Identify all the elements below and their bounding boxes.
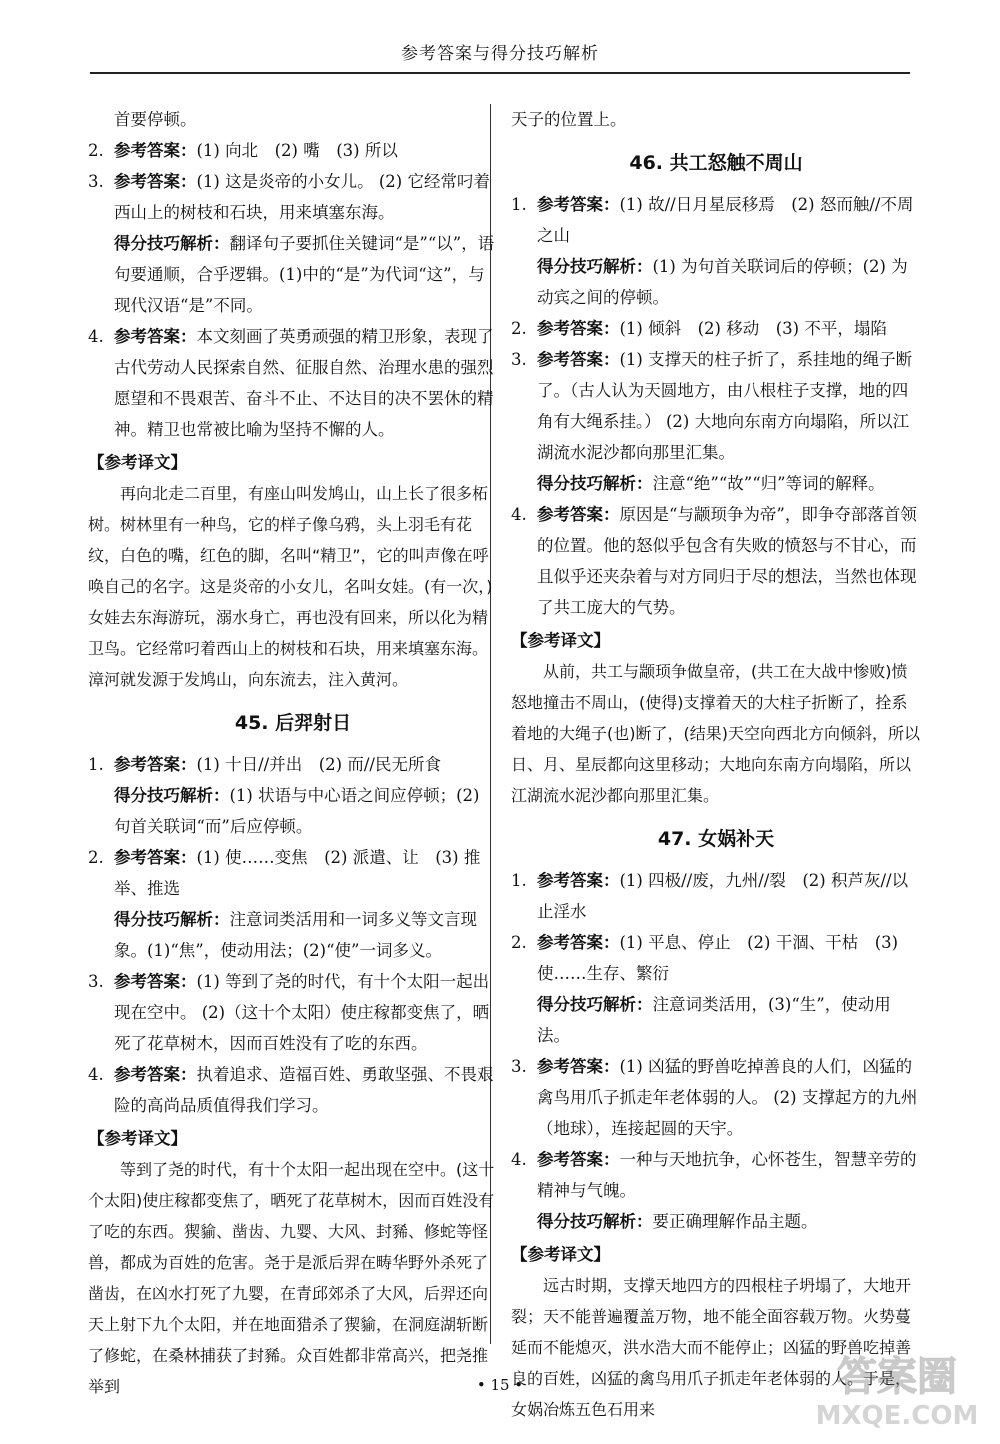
answer-label: 参考答案：: [114, 172, 197, 191]
tip-label: 得分技巧解析：: [114, 234, 230, 253]
item-number: 2.: [511, 319, 527, 338]
answer-text: 原因是“与颛顼争为帝”，即争夺部落首领的位置。他的怒似乎包含有失败的愤怒与不甘心，而且似乎还夹杂着与对方同归于尽的想法，当然也体现了共工庞大的气势。: [537, 505, 917, 617]
item-number: 1.: [511, 195, 527, 214]
translation-text: 远古时期，支撑天地四方的四根柱子坍塌了，大地开裂；天不能普遍覆盖万物，地不能全面容载万物。火势蔓延而不能熄灭，洪水浩大而不能停止；凶猛的野兽吃掉善良的百姓，凶猛的禽鸟用爪子抓走年老体弱的人。于是，女娲冶炼五色石用来: [511, 1276, 912, 1419]
translation-heading: 【参考译文】: [88, 1129, 187, 1148]
answer-text: (1) 故//日月星辰移焉 (2) 怒而触//不周之山: [537, 195, 914, 245]
answer-text: (1) 十日//并出 (2) 而//民无所食: [196, 755, 441, 774]
item-number: 4.: [88, 1065, 104, 1084]
tip-label: 得分技巧解析：: [114, 786, 230, 805]
answer-item: [511, 1051, 921, 1144]
page-header: 参考答案与得分技巧解析: [90, 36, 910, 74]
answer-item: [88, 842, 498, 904]
answer-label: 参考答案：: [114, 972, 197, 991]
tip-label: 得分技巧解析：: [114, 910, 230, 929]
answer-item: [88, 166, 498, 228]
tip-text: (1) 状语与中心语之间应停顿；(2) 句首关联词“而”后应停顿。: [114, 786, 480, 836]
item-number: 3.: [511, 1057, 527, 1076]
answer-item: [511, 344, 921, 468]
continued-line: 首要停顿。: [114, 110, 197, 129]
answer-text: (1) 凶猛的野兽吃掉善良的人们，凶猛的禽鸟用爪子抓走年老体弱的人。 (2) 支撑起方的九州（地球），连接起圆的天宇。: [537, 1057, 918, 1138]
answer-label: 参考答案：: [114, 141, 197, 160]
tip: [511, 468, 921, 499]
item-number: 1.: [511, 871, 527, 890]
section-title: 45. 后羿射日: [234, 712, 352, 734]
answer-item: [88, 749, 498, 780]
answer-text: (1) 向北 (2) 嘴 (3) 所以: [196, 141, 398, 160]
answer-text: (1) 四极//废，九州//裂 (2) 积芦灰//以止淫水: [537, 871, 909, 921]
tip: [88, 904, 498, 966]
item-number: 3.: [88, 972, 104, 991]
answer-item: [88, 135, 498, 166]
answer-item: [88, 966, 498, 1059]
tip: [88, 780, 498, 842]
translation-heading: 【参考译文】: [88, 453, 187, 472]
section-title: 46. 共工怒触不周山: [629, 152, 803, 174]
answer-item: [88, 1059, 498, 1121]
translation-text: 从前，共工与颛顼争做皇帝，(共工在大战中惨败)愤怒地撞击不周山，(使得)支撑着天的大柱子折断了，拴系着地的大绳子(也)断了，(结果)天空向西北方向倾斜，所以日、月、星辰都向这里移动；大地向东南方向塌陷，所以江湖流水泥沙都向那里汇集。: [511, 662, 920, 805]
answer-text: 本文刻画了英勇顽强的精卫形象，表现了古代劳动人民探索自然、征服自然、治理水患的强烈愿望和不畏艰苦、奋斗不止、不达目的决不罢休的精神。精卫也常被比喻为坚持不懈的人。: [114, 327, 494, 439]
tip-label: 得分技巧解析：: [537, 995, 653, 1014]
item-number: 3.: [511, 350, 527, 369]
tip: [511, 251, 921, 313]
answer-item: [511, 189, 921, 251]
answer-text: 一种与天地抗争，心怀苍生，智慧辛劳的精神与气魄。: [537, 1150, 917, 1200]
translation-heading: 【参考译文】: [511, 1245, 610, 1264]
answer-text: (1) 使……变焦 (2) 派遣、让 (3) 推举、推选: [114, 848, 481, 898]
answer-label: 参考答案：: [114, 1065, 197, 1084]
answer-text: (1) 平息、停止 (2) 干涸、干枯 (3) 使……生存、繁衍: [537, 933, 899, 983]
watermark-logo: [812, 1342, 982, 1432]
answer-text: (1) 这是炎帝的小女儿。 (2) 它经常叼着西山上的树枝和石块，用来填塞东海。: [114, 172, 490, 222]
answer-text: (1) 等到了尧的时代，有十个太阳一起出现在空中。 (2)（这十个太阳）使庄稼都变焦了，晒死了花草树木，因而百姓没有了吃的东西。: [114, 972, 490, 1053]
answer-label: 参考答案：: [537, 1057, 620, 1076]
translation-text: 等到了尧的时代，有十个太阳一起出现在空中。(这十个太阳)使庄稼都变焦了，晒死了花草树木，因而百姓没有了吃的东西。猰貐、凿齿、九婴、大风、封豨、修蛇等怪兽，都成为百姓的危害。尧于是派后羿在畴华野外杀死了凿齿，在凶水打死了九婴，在青邱郊杀了大风，后羿还向天上射下九个太阳，并在地面猎杀了猰貐，在洞庭湖斩断了修蛇，在桑林捕获了封豨。众百姓都非常高兴，把尧推举到: [88, 1160, 495, 1396]
tip-label: 得分技巧解析：: [537, 257, 653, 276]
item-number: 2.: [88, 848, 104, 867]
translation-text: 再向北走二百里，有座山叫发鸠山，山上长了很多柘树。树林里有一种鸟，它的样子像乌鸦，头上羽毛有花纹，白色的嘴，红色的脚，名叫“精卫”，它的叫声像在呼唤自己的名字。这是炎帝的小女儿，名叫女娃。(有一次，)女娃去东海游玩，溺水身亡，再也没有回来，所以化为精卫鸟。它经常叼着西山上的树枝和石块，用来填塞东海。漳河就发源于发鸠山，向东流去，注入黄河。: [88, 484, 493, 689]
answer-item: [511, 865, 921, 927]
answer-label: 参考答案：: [537, 195, 620, 214]
answer-item: [88, 321, 498, 445]
tip-text: 注意“绝”“故”“归”等词的解释。: [652, 474, 885, 493]
tip: [88, 228, 498, 321]
continued-line: 天子的位置上。: [511, 110, 627, 129]
item-number: 4.: [88, 327, 104, 346]
answer-label: 参考答案：: [537, 1150, 620, 1169]
left-column: [88, 104, 498, 1402]
item-number: 2.: [88, 141, 104, 160]
tip: [511, 989, 921, 1051]
answer-label: 参考答案：: [114, 755, 197, 774]
answer-text: (1) 倾斜 (2) 移动 (3) 不平，塌陷: [619, 319, 887, 338]
answer-label: 参考答案：: [114, 327, 197, 346]
answer-label: 参考答案：: [537, 319, 620, 338]
tip-text: 翻译句子要抓住关键词“是”“以”，语句要通顺，合乎逻辑。(1)中的“是”为代词“这”，与现代汉语“是”不同。: [114, 234, 495, 315]
tip: [511, 1206, 921, 1237]
answer-item: [511, 1144, 921, 1206]
page-number: • 15 •: [476, 1376, 524, 1394]
answer-item: [511, 499, 921, 623]
answer-label: 参考答案：: [537, 933, 620, 952]
answer-item: [511, 927, 921, 989]
tip-text: (1) 为句首关联词后的停顿；(2) 为动宾之间的停顿。: [537, 257, 908, 307]
item-number: 3.: [88, 172, 104, 191]
answer-text: 执着追求、造福百姓、勇敢坚强、不畏艰险的高尚品质值得我们学习。: [114, 1065, 494, 1115]
watermark-line1: 答案圈: [837, 1354, 957, 1400]
answer-label: 参考答案：: [537, 505, 620, 524]
item-number: 4.: [511, 505, 527, 524]
answer-label: 参考答案：: [537, 350, 620, 369]
answer-label: 参考答案：: [537, 871, 620, 890]
watermark-line2: MXQE.COM: [815, 1401, 979, 1431]
translation-heading: 【参考译文】: [511, 631, 610, 650]
item-number: 4.: [511, 1150, 527, 1169]
tip-text: 注意词类活用和一词多义等文言现象。(1)“焦”，使动用法；(2)“使”一词多义。: [114, 910, 477, 960]
item-number: 1.: [88, 755, 104, 774]
answer-label: 参考答案：: [114, 848, 197, 867]
answer-item: [511, 313, 921, 344]
right-column: [511, 104, 921, 1425]
answer-text: (1) 支撑天的柱子折了，系挂地的绳子断了。（古人认为天圆地方，由八根柱子支撑，地的四角有大绳系挂。） (2) 大地向东南方向塌陷，所以江湖流水泥沙都向那里汇集。: [537, 350, 913, 462]
tip-text: 注意词类活用，(3)“生”，使动用法。: [537, 995, 891, 1045]
section-title: 47. 女娲补天: [657, 828, 775, 850]
tip-text: 要正确理解作品主题。: [652, 1212, 818, 1231]
tip-label: 得分技巧解析：: [537, 1212, 653, 1231]
item-number: 2.: [511, 933, 527, 952]
tip-label: 得分技巧解析：: [537, 474, 653, 493]
